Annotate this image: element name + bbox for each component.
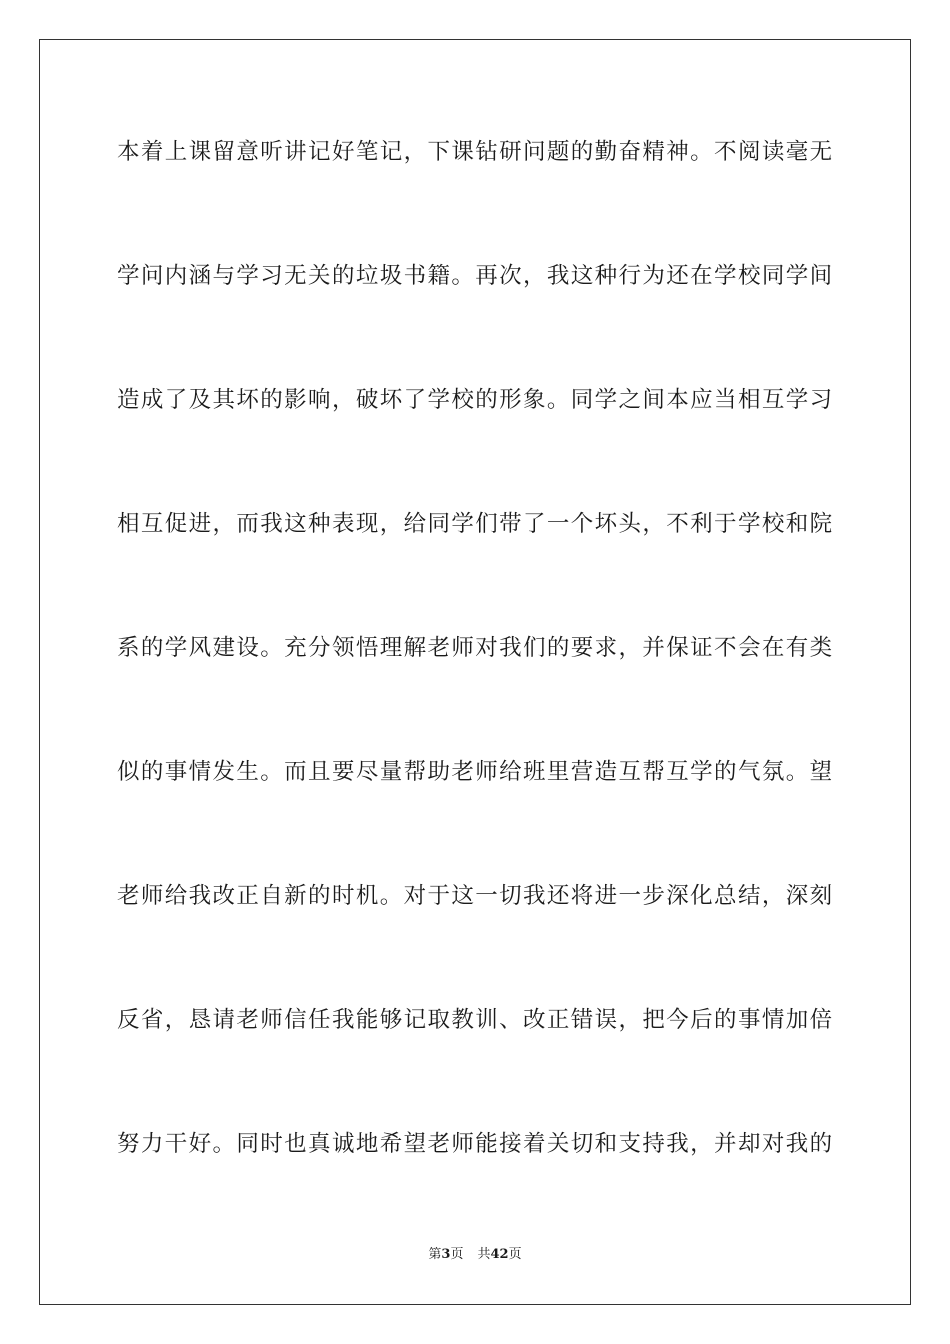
page-footer (0, 1246, 950, 1264)
text-line-1: 本着上课留意听讲记好笔记，下课钻研问题的勤奋精神。不阅读毫无 (117, 139, 833, 165)
text-line-8: 反省，恳请老师信任我能够记取教训、改正错误，把今后的事情加倍 (117, 1007, 833, 1033)
text-line-5: 系的学风建设。充分领悟理解老师对我们的要求，并保证不会在有类 (117, 635, 833, 661)
page-suffix: 页 (450, 1247, 464, 1262)
text-line-7: 老师给我改正自新的时机。对于这一切我还将进一步深化总结，深刻 (117, 883, 833, 909)
total-prefix: 共 (477, 1247, 491, 1262)
text-line-4: 相互促进，而我这种表现，给同学们带了一个坏头，不利于学校和院 (117, 511, 833, 537)
text-line-2: 学问内涵与学习无关的垃圾书籍。再次，我这种行为还在学校同学间 (117, 263, 833, 289)
text-line-3: 造成了及其坏的影响，破坏了学校的形象。同学之间本应当相互学习 (117, 387, 833, 413)
page-indicator (428, 1247, 463, 1262)
page-number: 3 (441, 1247, 451, 1262)
text-line-6: 似的事情发生。而且要尽量帮助老师给班里营造互帮互学的气氛。望 (117, 759, 833, 785)
total-pages-indicator (477, 1247, 521, 1262)
total-suffix: 页 (508, 1247, 522, 1262)
page-prefix: 第 (428, 1247, 442, 1262)
total-pages: 42 (490, 1247, 509, 1262)
document-body (117, 128, 833, 1244)
text-line-9: 努力干好。同时也真诚地希望老师能接着关切和支持我，并却对我的 (117, 1131, 833, 1157)
